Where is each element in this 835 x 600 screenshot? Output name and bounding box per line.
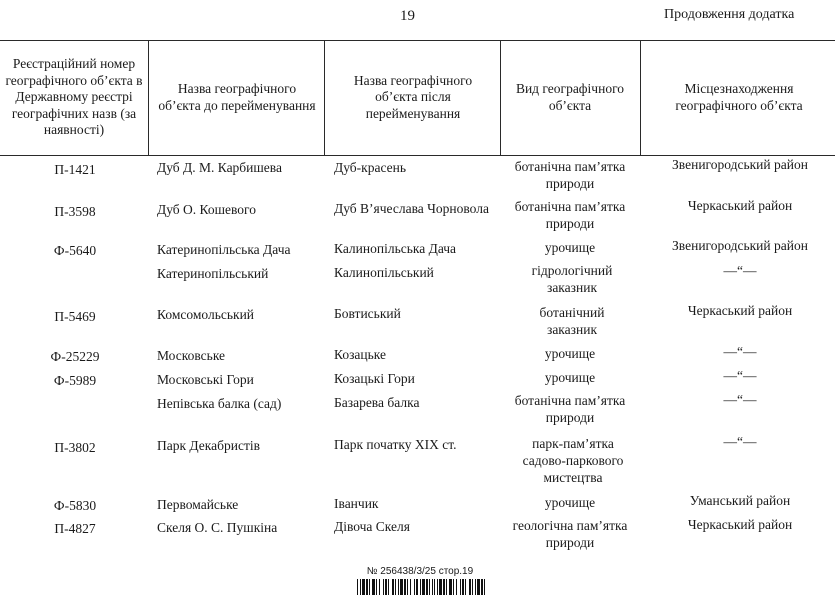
cell-old-name: Московське: [157, 348, 226, 363]
barcode-bar: [460, 579, 461, 595]
barcode-bar: [416, 579, 418, 595]
cell-object-type: урочище: [544, 240, 596, 255]
cell-old-name: Непівська балка (сад): [157, 396, 282, 411]
header-old-name: Назва географічного об’єкта до перейменування: [158, 81, 316, 113]
cell-object-type: ботанічний заказник: [539, 305, 605, 337]
cell-new-name: Базарева балка: [334, 395, 420, 410]
cell-registration-number: П-3802: [54, 440, 96, 455]
cell-old-name: Парк Декабристів: [157, 438, 260, 453]
barcode-bar: [449, 579, 452, 595]
cell-object-type: ботанічна пам’ятка природи: [514, 393, 626, 425]
barcode-bar: [407, 579, 408, 595]
cell-registration-number: Ф-5640: [53, 243, 97, 258]
cell-registration-number: Ф-25229: [50, 349, 100, 364]
cell-old-name: Катеринопільська Дача: [157, 242, 291, 257]
cell-object-type: урочище: [544, 346, 596, 361]
cell-location: Черкаський район: [687, 303, 793, 318]
cell-old-name: Первомайське: [157, 497, 239, 512]
cell-new-name: Козацьке: [334, 347, 387, 362]
barcode-image: [357, 579, 485, 595]
cell-location: Черкаський район: [687, 198, 793, 213]
barcode-bar: [360, 579, 361, 595]
barcode-bar: [395, 579, 396, 595]
cell-registration-number: Ф-5830: [53, 498, 97, 513]
header-registration-number: Реєстраційний номер географічного об’єкта в Державному реєстрі географічних назв (за наявності): [5, 56, 143, 138]
barcode-bar: [446, 579, 447, 595]
barcode-bar: [410, 579, 411, 595]
barcode-bar: [383, 579, 384, 595]
barcode-bar: [443, 579, 445, 595]
cell-object-type: ботанічна пам’ятка природи: [514, 199, 626, 231]
cell-registration-number: П-3598: [54, 204, 96, 219]
cell-object-type: гідрологічний заказник: [531, 263, 613, 295]
barcode-bar: [432, 579, 433, 595]
barcode-bar: [385, 579, 387, 595]
barcode-bar: [357, 579, 358, 595]
barcode-bar: [400, 579, 403, 595]
barcode-bar: [426, 579, 428, 595]
cell-object-type: парк-пам’ятка садово-паркового мистецтва: [522, 436, 624, 485]
continuation-label: Продовження додатка: [664, 7, 795, 22]
barcode-bar: [404, 579, 406, 595]
cell-new-name: Бовтиський: [334, 306, 401, 321]
barcode-bar: [362, 579, 365, 595]
column-divider: [500, 40, 501, 155]
cell-new-name: Іванчик: [334, 496, 379, 511]
cell-registration-number: П-5469: [54, 309, 96, 324]
cell-location: —“—: [723, 344, 757, 359]
cell-old-name: Московські Гори: [157, 372, 254, 387]
cell-location: Звенигородський район: [672, 157, 808, 172]
column-divider: [640, 40, 641, 155]
cell-old-name: Комсомольський: [157, 307, 255, 322]
cell-new-name: Козацькі Гори: [334, 371, 415, 386]
barcode-bar: [453, 579, 454, 595]
cell-object-type: урочище: [544, 370, 596, 385]
cell-registration-number: П-4827: [54, 521, 96, 536]
cell-old-name: Дуб Д. М. Карбишева: [157, 160, 282, 175]
barcode-bar: [437, 579, 438, 595]
barcode-bar: [414, 579, 415, 595]
header-new-name: Назва географічного об’єкта після перейменування: [353, 72, 473, 121]
barcode-bar: [465, 579, 466, 595]
barcode-bar: [469, 579, 471, 595]
cell-old-name: Катеринопільський: [157, 266, 269, 281]
cell-new-name: Калинопільський: [334, 265, 434, 280]
barcode-bar: [429, 579, 430, 595]
barcode-bar: [379, 579, 380, 595]
barcode-bar: [372, 579, 375, 595]
cell-location: Уманський район: [689, 493, 791, 508]
barcode-bar: [420, 579, 421, 595]
barcode-bar: [392, 579, 394, 595]
barcode-bar: [434, 579, 435, 595]
column-divider: [148, 40, 149, 155]
cell-location: —“—: [723, 434, 757, 449]
cell-registration-number: Ф-5989: [53, 373, 97, 388]
cell-location: —“—: [723, 392, 757, 407]
page-number: 19: [400, 8, 415, 24]
cell-new-name: Дівоча Скеля: [334, 519, 410, 534]
barcode-bar: [369, 579, 370, 595]
cell-new-name: Парк початку XIX ст.: [334, 437, 457, 452]
cell-object-type: урочище: [544, 495, 596, 510]
cell-registration-number: П-1421: [54, 162, 96, 177]
barcode-bar: [456, 579, 457, 595]
cell-old-name: Дуб О. Кошевого: [157, 202, 256, 217]
cell-location: Звенигородський район: [672, 238, 808, 253]
barcode-bar: [366, 579, 368, 595]
cell-old-name: Скеля О. С. Пушкіна: [157, 520, 278, 535]
column-divider: [324, 40, 325, 155]
barcode-bar: [398, 579, 399, 595]
barcode-bar: [422, 579, 425, 595]
cell-new-name: Калинопільська Дача: [334, 241, 457, 256]
cell-new-name: Дуб В’ячеслава Чорновола: [334, 201, 489, 216]
cell-location: —“—: [723, 263, 757, 278]
document-reference: № 256438/3/25 стор.19: [366, 566, 474, 577]
barcode-bar: [481, 579, 483, 595]
header-object-type: Вид географічного об’єкта: [515, 81, 625, 113]
cell-object-type: ботанічна пам’ятка природи: [514, 159, 626, 191]
cell-object-type: геологічна пам’ятка природи: [512, 518, 628, 550]
barcode-bar: [462, 579, 464, 595]
barcode-bar: [376, 579, 377, 595]
barcode-bar: [475, 579, 476, 595]
barcode-bar: [484, 579, 485, 595]
barcode-bar: [388, 579, 389, 595]
header-location: Місцезнаходження географічного об’єкта: [675, 81, 803, 113]
barcode-bar: [472, 579, 473, 595]
cell-location: —“—: [723, 368, 757, 383]
cell-location: Черкаський район: [687, 517, 793, 532]
barcode-bar: [477, 579, 480, 595]
cell-new-name: Дуб-красень: [334, 160, 406, 175]
barcode-bar: [439, 579, 442, 595]
